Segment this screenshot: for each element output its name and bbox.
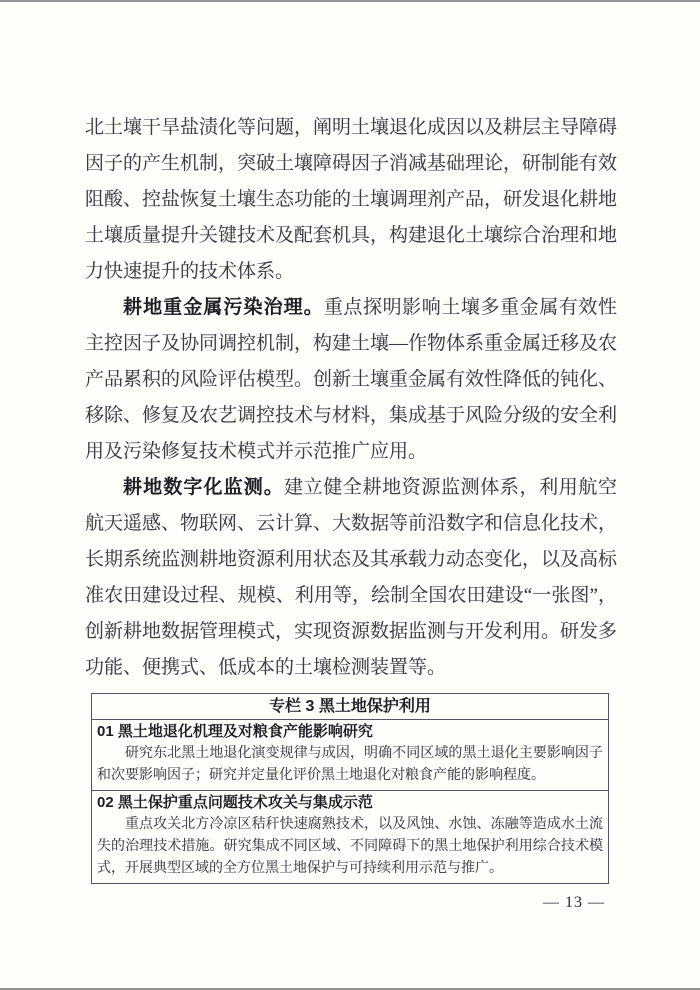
callout-box xyxy=(91,693,609,884)
callout-box-item xyxy=(92,720,608,791)
callout-item-heading: 01 黑土地退化机理及对粮食产能影响研究 xyxy=(97,723,373,740)
paragraph-text: 建立健全耕地资源监测体系，利用航空航天遥感、物联网、云计算、大数据等前沿数字和信息化技术，长期系统监测耕地资源利用状态及其承载力动态变化，以及高标准农田建设过程、规模、利用等，绘制全国农田建设“一张图”，创新耕地数据管理模式，实现资源数据监测与开发利用。研发多功能、便携式、低成本的土壤检测装置等。 xyxy=(85,477,618,678)
page-number: — 13 — xyxy=(543,894,605,911)
callout-item-body: 重点攻关北方冷凉区秸秆快速腐熟技术，以及风蚀、水蚀、冻融等造成水土流失的治理技术措施。研究集成不同区域、不同障碍下的黑土地保护利用综合技术模式，开展典型区域的全方位黑土地保护与可持续利用示范与推广。 xyxy=(97,817,603,876)
paragraph xyxy=(85,110,617,290)
callout-box-item xyxy=(92,791,608,883)
callout-item-heading: 02 黑土保护重点问题技术攻关与集成示范 xyxy=(97,794,373,811)
scan-edge-top xyxy=(0,0,700,2)
callout-item-body: 研究东北黑土地退化演变规律与成因，明确不同区域的黑土退化主要影响因子和次要影响因子；研究并定量化评价黑土地退化对粮食产能的影响程度。 xyxy=(97,746,603,783)
paragraph xyxy=(85,290,617,470)
paragraph-lead: 耕地数字化监测。 xyxy=(123,477,284,498)
paragraph-text: 北土壤干旱盐渍化等问题，阐明土壤退化成因以及耕层主导障碍因子的产生机制，突破土壤障碍因子消减基础理论，研制能有效阻酸、控盐恢复土壤生态功能的土壤调理剂产品，研发退化耕地土壤质量提升关键技术及配套机具，构建退化土壤综合治理和地力快速提升的技术体系。 xyxy=(85,117,618,282)
callout-box-title: 专栏 3 黑土地保护利用 xyxy=(92,694,608,720)
document-page-content xyxy=(85,110,617,686)
paragraph-text: 重点探明影响土壤多重金属有效性主控因子及协同调控机制，构建土壤—作物体系重金属迁移及农产品累积的风险评估模型。创新土壤重金属有效性降低的钝化、移除、修复及农艺调控技术与材料，集成基于风险分级的安全利用及污染修复技术模式并示范推广应用。 xyxy=(85,297,618,462)
paragraph xyxy=(85,470,617,686)
paragraph-lead: 耕地重金属污染治理。 xyxy=(123,297,324,318)
